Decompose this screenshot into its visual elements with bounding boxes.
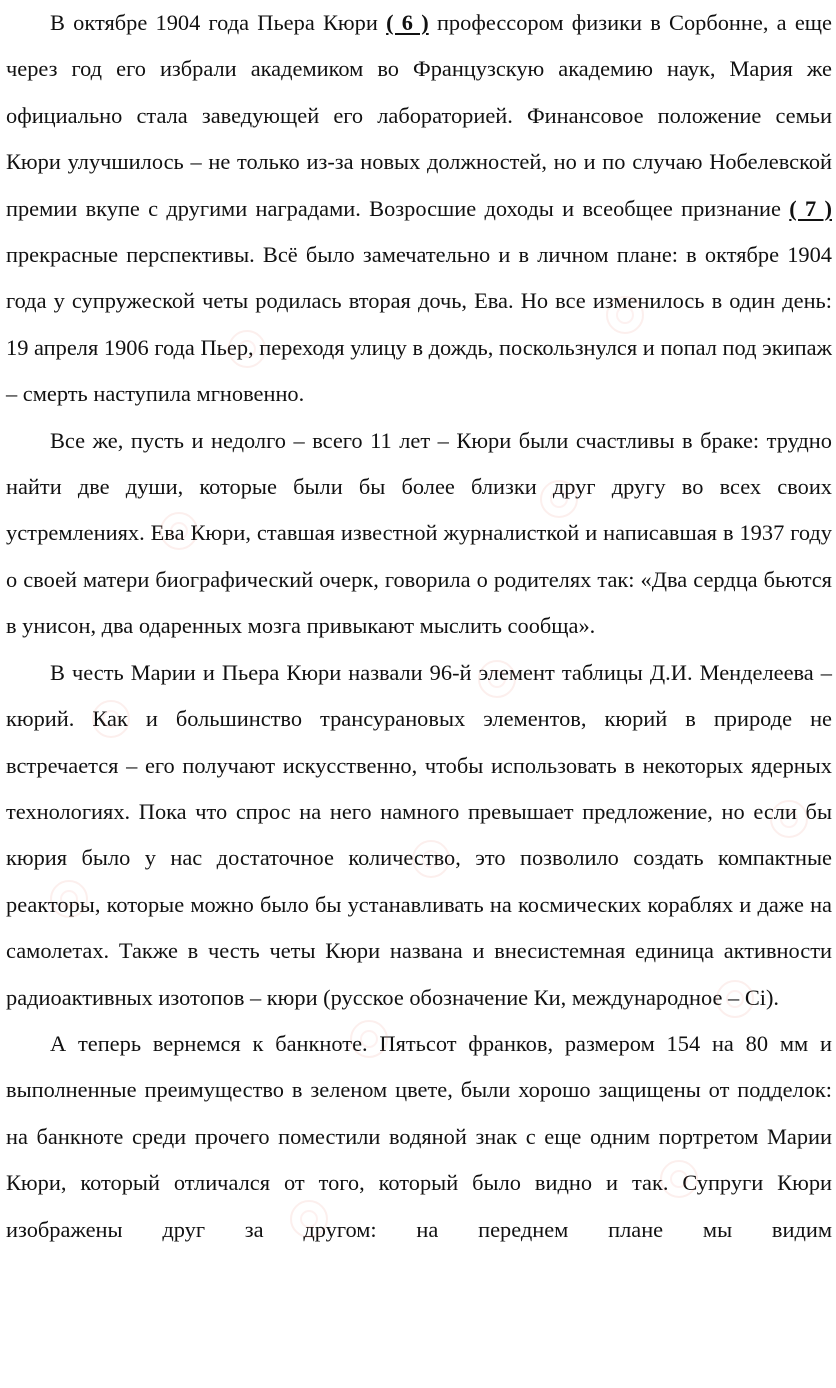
blank-6: ( 6 ): [386, 10, 429, 35]
paragraph-1: [6, 0, 832, 418]
paragraph-3: В честь Марии и Пьера Кюри назвали 96-й элемент таблицы Д.И. Менделеева – кюрий. Как и большинство трансурановых элементов, кюрий в природе не встречается – его получают искусственно, чтобы использовать в некоторых ядерных технологиях. Пока что спрос на него намного превышает предложение, но если бы кюрия было у нас достаточное количество, это позволило создать компактные реакторы, которые можно было бы устанавливать на космических кораблях и даже на самолетах. Также в честь четы Кюри названа и внесистемная единица активности радиоактивных изотопов – кюри (русское обозначение Ки, международное – Ci).: [6, 659, 832, 1010]
paragraph-1-part-2: профессором физики в Сорбонне, а еще через год его избрали академиком во Французскую академию наук, Мария же официально стала заведующей его лабораторией. Финансовое положение семьи Кюри улучшилось – не только из-за новых должностей, но и по случаю Нобелевской премии вкупе с другими наградами. Возросшие доходы и всеобщее признание: [6, 10, 832, 221]
paragraph-4: А теперь вернемся к банкноте. Пятьсот франков, размером 154 на 80 мм и выполненные преимущество в зеленом цвете, были хорошо защищены от подделок: на банкноте среди прочего поместили водяной знак с еще одним портретом Марии Кюри, который отличался от того, который было видно и так. Супруги Кюри изображены друг за другом: на переднем плане мы видим: [6, 1030, 832, 1242]
paragraph-1-part-3: прекрасные перспективы. Всё было замечательно и в личном плане: в октябре 1904 года у супружеской четы родилась вторая дочь, Ева. Но все изменилось в один день: 19 апреля 1906 года Пьер, переходя улицу в дождь, поскользнулся и попал под экипаж – смерть наступила мгновенно.: [6, 242, 832, 407]
paragraph-2: Все же, пусть и недолго – всего 11 лет – Кюри были счастливы в браке: трудно найти две души, которые были бы более близки друг другу во всех своих устремлениях. Ева Кюри, ставшая известной журналисткой и написавшая в 1937 году о своей матери биографический очерк, говорила о родителях так: «Два сердца бьются в унисон, два одаренных мозга привыкают мыслить сообща».: [6, 427, 832, 639]
document-page: [6, 0, 832, 1253]
blank-7: ( 7 ): [789, 195, 832, 221]
paragraph-1-part-1: В октябре 1904 года Пьера Кюри: [50, 10, 387, 35]
